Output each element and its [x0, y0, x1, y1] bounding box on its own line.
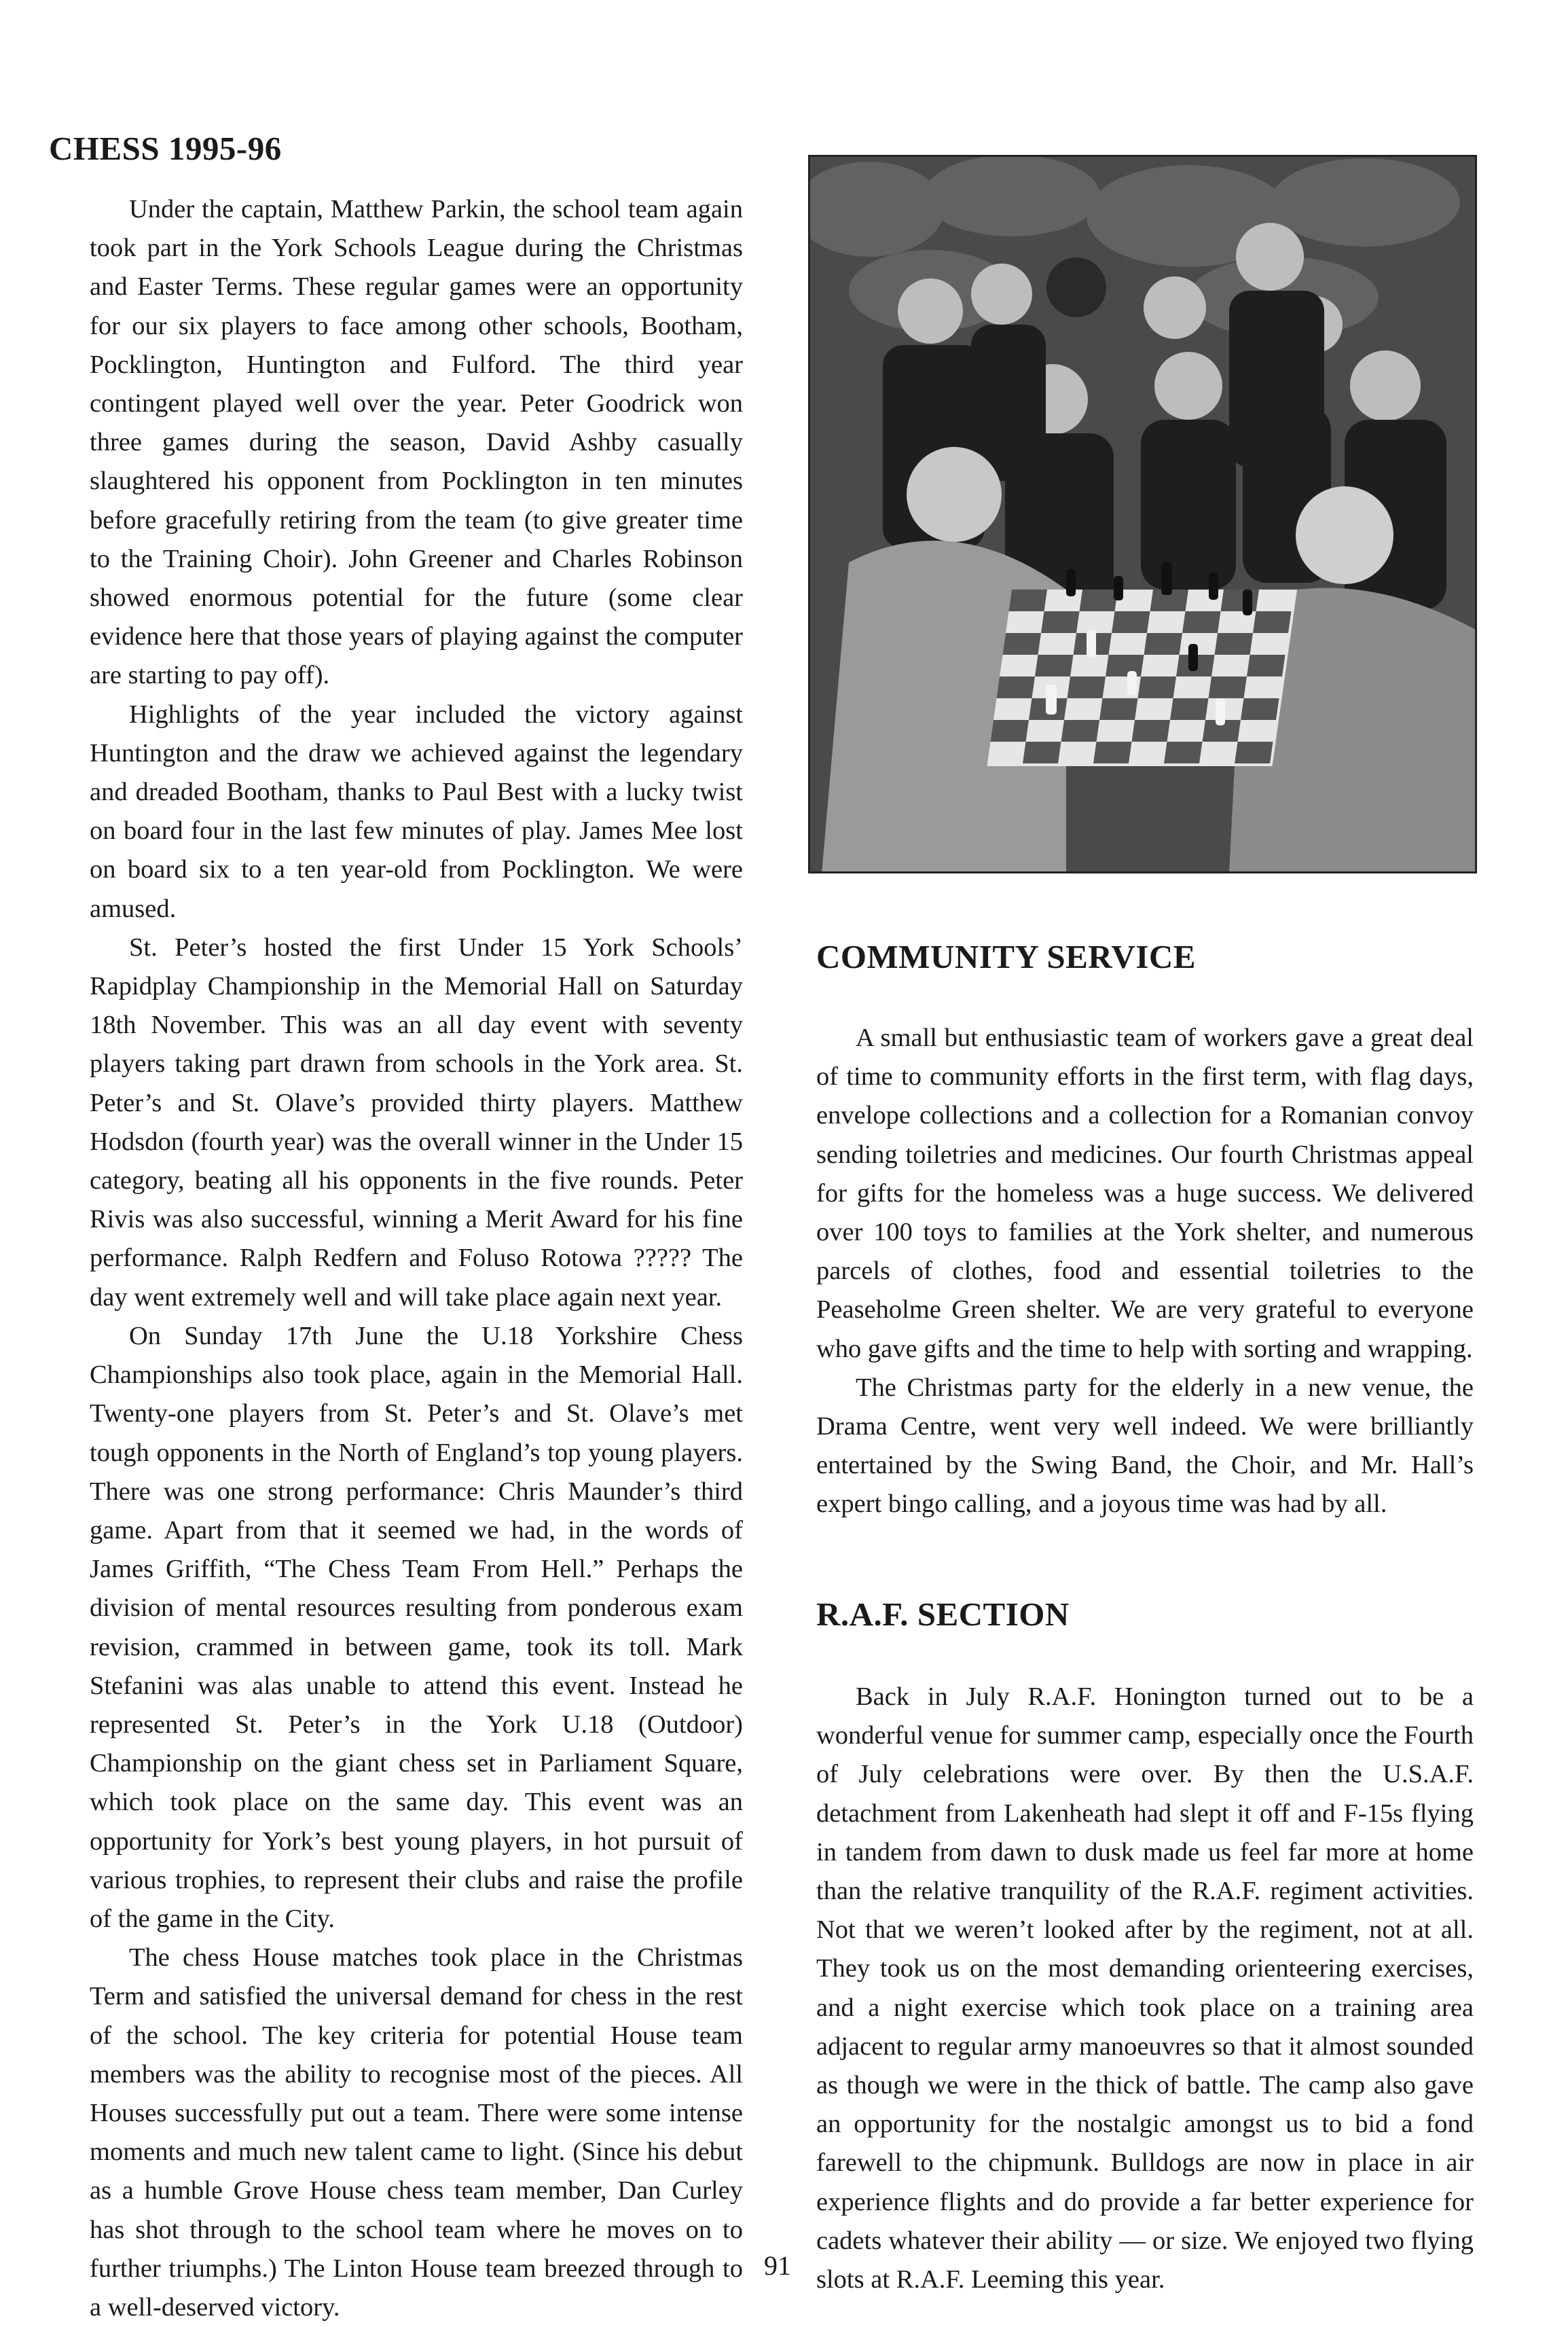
chess-team-photo — [808, 155, 1477, 873]
chess-paragraph: The chess House matches took place in the Christmas Term and satisfied the universal demand for chess in the rest of the school. The key criteria for potential House team members was the ability to recognise most of the pieces. All Houses successfully put out a team. There were some intense moments and much new talent came to light. (Since his debut as a humble Grove House chess team member, Dan Curley has shot through to the school team where he moves on to further triumphs.) The Linton House team breezed through to a well-deserved victory. — [90, 1943, 743, 2322]
community-article — [816, 1019, 1474, 1524]
photo-illustration — [808, 155, 1477, 873]
raf-article — [816, 1678, 1474, 2299]
chess-paragraph: Highlights of the year included the victory against Huntington and the draw we achieved against the legendary and dreaded Bootham, thanks to Paul Best with a lucky twist on board four in the last few minutes of play. James Mee lost on board six to a ten year-old from Pocklington. We were amused. — [90, 700, 743, 923]
chess-paragraph: St. Peter’s hosted the first Under 15 York Schools’ Rapidplay Championship in the Memorial Hall on Saturday 18th November. This was an all day event with seventy players taking part drawn from schools in the York area. St. Peter’s and St. Olave’s provided thirty players. Matthew Hodsdon (fourth year) was the overall winner in the Under 15 category, beating all his opponents in the five rounds. Peter Rivis was also successful, winning a Merit Award for his fine performance. Ralph Redfern and Foluso Rotowa ????? The day went extremely well and will take place again next year. — [90, 933, 743, 1312]
raf-paragraph: Back in July R.A.F. Honington turned out to be a wonderful venue for summer camp, especially once the Fourth of July celebrations were over. By then the U.S.A.F. detachment from Lakenheath had slept it off and F-15s flying in tandem from dawn to dusk made us feel far more at home than the relative tranquility of the R.A.F. regiment activities. Not that we weren’t looked after by the regiment, not at all. They took us on the most demanding orienteering exercises, and a night exercise which took place on a training area adjacent to regular army manoeuvres so that it almost sounded as though we were in the thick of battle. The camp also gave an opportunity for the nostalgic amongst us to bid a fond farewell to the chipmunk. Bulldogs are now in place in air experience flights and do provide a far better experience for cadets whatever their ability — or size. We enjoyed two flying slots at R.A.F. Leeming this year. — [816, 1682, 1474, 2294]
chess-paragraph: Under the captain, Matthew Parkin, the school team again took part in the York Schools League during the Christmas and Easter Terms. These regular games were an opportunity for our six players to face among other schools, Bootham, Pocklington, Huntington and Fulford. The third year contingent played well over the year. Peter Goodrick won three games during the season, David Ashby casually slaughtered his opponent from Pocklington in ten minutes before gracefully retiring from the team (to give greater time to the Training Choir). John Greener and Charles Robinson showed enormous potential for the future (some clear evidence here that those years of playing against the computer are starting to pay off). — [90, 195, 743, 690]
chess-heading: CHESS 1995-96 — [49, 130, 282, 167]
chess-article — [90, 190, 743, 2327]
chess-paragraph: On Sunday 17th June the U.18 Yorkshire Chess Championships also took place, again in the Memorial Hall. Twenty-one players from St. Peter’s and St. Olave’s met tough opponents in the North of England’s top young players. There was one strong performance: Chris Maunder’s third game. Apart from that it seemed we had, in the words of James Griffith, “The Chess Team From Hell.” Perhaps the division of mental resources resulting from ponderous exam revision, crammed in between game, took its toll. Mark Stefanini was alas unable to attend this event. Instead he represented St. Peter’s in the York U.18 (Outdoor) Championship on the giant chess set in Parliament Square, which took place on the same day. This event was an opportunity for York’s best young players, in hot pursuit of various trophies, to represent their clubs and raise the profile of the game in the City. — [90, 1321, 743, 1933]
page-number: 91 — [764, 2250, 791, 2281]
community-paragraph: A small but enthusiastic team of workers gave a great deal of time to community efforts in the first term, with flag days, envelope collections and a collection for a Romanian convoy sending toiletries and medicines. Our fourth Christmas appeal for gifts for the homeless was a huge success. We delivered over 100 toys to families at the York shelter, and numerous parcels of clothes, food and essential toiletries to the Peaseholme Green shelter. We are very grateful to everyone who gave gifts and the time to help with sorting and wrapping. — [816, 1024, 1474, 1363]
community-heading: COMMUNITY SERVICE — [816, 938, 1196, 975]
raf-heading: R.A.F. SECTION — [816, 1595, 1070, 1633]
community-paragraph: The Christmas party for the elderly in a new venue, the Drama Centre, went very well indeed. We were brilliantly entertained by the Swing Band, the Choir, and Mr. Hall’s expert bingo calling, and a joyous time was had by all. — [816, 1373, 1474, 1519]
